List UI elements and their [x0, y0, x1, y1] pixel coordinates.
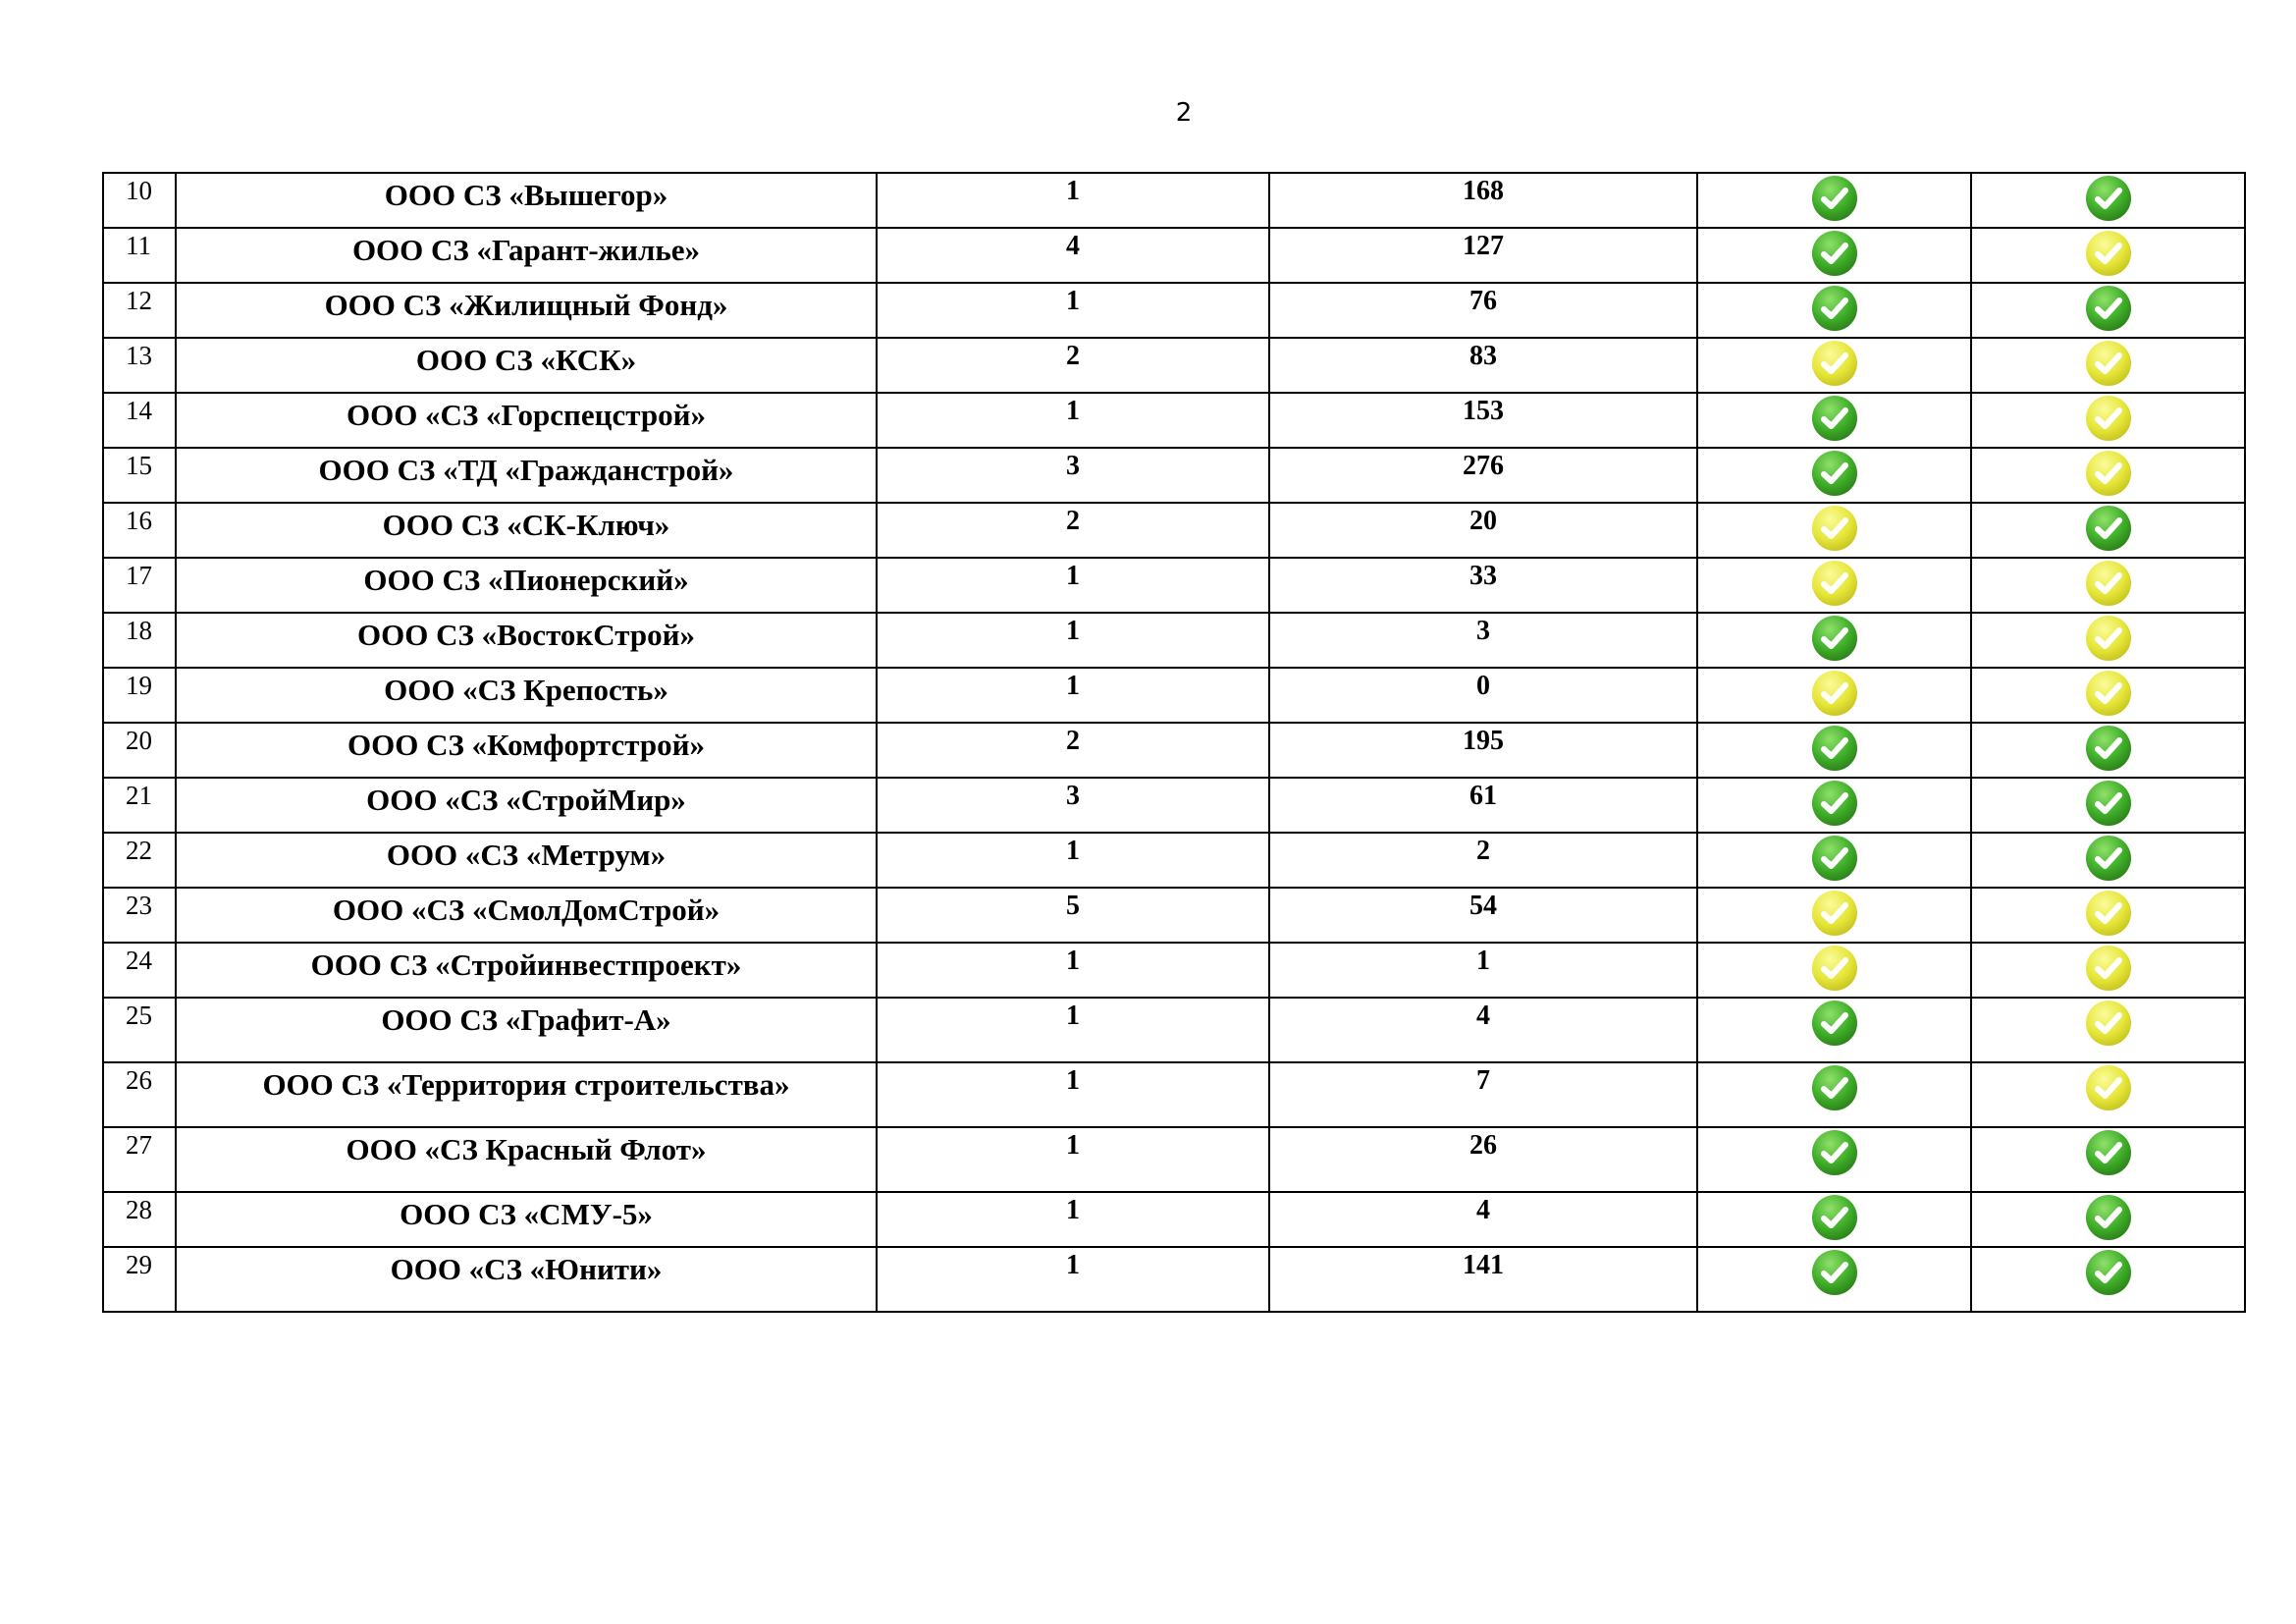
objects-count-text: 1	[1066, 1250, 1080, 1280]
developer-name-text: ООО СЗ «КСК»	[415, 343, 637, 377]
status-cell-1	[1697, 558, 1971, 613]
row-number-text: 19	[126, 671, 152, 700]
table-row	[103, 723, 2245, 778]
status-cell-1	[1697, 1062, 1971, 1127]
objects-count-text: 1	[1066, 1195, 1080, 1225]
developer-name-cell	[176, 778, 877, 833]
objects-count-cell	[877, 998, 1269, 1062]
flats-count-cell	[1269, 228, 1697, 283]
status-cell-1	[1697, 448, 1971, 503]
objects-count-text: 4	[1066, 231, 1080, 261]
flats-count-text: 0	[1476, 671, 1490, 701]
developer-name-cell	[176, 558, 877, 613]
developers-table	[102, 172, 2246, 1313]
row-number-text: 22	[126, 836, 152, 865]
row-number-text: 28	[126, 1195, 152, 1224]
status-cell-2	[1971, 558, 2245, 613]
developer-name-text: ООО «СЗ «СмолДомСтрой»	[332, 893, 721, 927]
yellow-check-icon	[1810, 559, 1859, 608]
developer-name-cell	[176, 1247, 877, 1312]
developer-name-cell	[176, 668, 877, 723]
table-row	[103, 503, 2245, 558]
flats-count-cell	[1269, 723, 1697, 778]
status-cell-2	[1971, 723, 2245, 778]
yellow-check-icon	[2084, 339, 2133, 388]
developer-name-cell	[176, 173, 877, 228]
objects-count-text: 1	[1066, 1001, 1080, 1031]
developer-name-text: ООО «СЗ «Горспецстрой»	[346, 398, 707, 432]
green-check-icon	[1810, 1248, 1859, 1297]
table-row	[103, 833, 2245, 888]
objects-count-text: 2	[1066, 341, 1080, 371]
objects-count-text: 1	[1066, 396, 1080, 426]
row-number-cell	[103, 1127, 176, 1192]
objects-count-cell	[877, 723, 1269, 778]
table-row	[103, 393, 2245, 448]
row-number-text: 17	[126, 561, 152, 590]
green-check-icon	[1810, 724, 1859, 773]
row-number-text: 16	[126, 506, 152, 535]
objects-count-cell	[877, 283, 1269, 338]
developer-name-text: ООО СЗ «Пионерский»	[363, 563, 689, 597]
green-check-icon	[2084, 724, 2133, 773]
objects-count-text: 1	[1066, 176, 1080, 206]
green-check-icon	[2084, 1248, 2133, 1297]
status-cell-1	[1697, 1247, 1971, 1312]
row-number-text: 10	[126, 176, 152, 205]
status-cell-1	[1697, 283, 1971, 338]
developer-name-text: ООО СЗ «ВостокСтрой»	[357, 618, 695, 652]
flats-count-text: 168	[1463, 176, 1504, 206]
objects-count-text: 3	[1066, 781, 1080, 811]
green-check-icon	[2084, 284, 2133, 333]
objects-count-cell	[877, 943, 1269, 998]
status-cell-1	[1697, 943, 1971, 998]
status-cell-2	[1971, 998, 2245, 1062]
developer-name-text: ООО СЗ «Жилищный Фонд»	[324, 288, 728, 322]
row-number-cell	[103, 998, 176, 1062]
flats-count-text: 195	[1463, 726, 1504, 756]
status-cell-2	[1971, 448, 2245, 503]
row-number-text: 14	[126, 396, 152, 425]
status-cell-2	[1971, 613, 2245, 668]
status-cell-1	[1697, 338, 1971, 393]
row-number-text: 27	[126, 1130, 152, 1160]
developer-name-cell	[176, 338, 877, 393]
table-row	[103, 558, 2245, 613]
yellow-check-icon	[1810, 944, 1859, 993]
green-check-icon	[2084, 1193, 2133, 1242]
row-number-text: 29	[126, 1250, 152, 1279]
objects-count-text: 1	[1066, 671, 1080, 701]
row-number-text: 25	[126, 1001, 152, 1030]
yellow-check-icon	[2084, 449, 2133, 498]
developer-name-text: ООО СЗ «СК-Ключ»	[382, 508, 670, 542]
objects-count-text: 3	[1066, 451, 1080, 481]
row-number-cell	[103, 778, 176, 833]
page-number: 2	[1175, 98, 1193, 128]
yellow-check-icon	[2084, 944, 2133, 993]
status-cell-2	[1971, 778, 2245, 833]
status-cell-1	[1697, 888, 1971, 943]
developer-name-cell	[176, 1062, 877, 1127]
flats-count-text: 61	[1469, 781, 1497, 811]
flats-count-text: 141	[1463, 1250, 1504, 1280]
flats-count-text: 20	[1469, 506, 1497, 536]
developer-name-text: ООО «СЗ «Юнити»	[390, 1252, 663, 1286]
table-row	[103, 228, 2245, 283]
yellow-check-icon	[1810, 889, 1859, 938]
objects-count-cell	[877, 778, 1269, 833]
flats-count-text: 153	[1463, 396, 1504, 426]
table-row	[103, 1247, 2245, 1312]
table-row	[103, 448, 2245, 503]
flats-count-text: 3	[1476, 616, 1490, 646]
row-number-cell	[103, 393, 176, 448]
status-cell-1	[1697, 503, 1971, 558]
yellow-check-icon	[2084, 889, 2133, 938]
developer-name-text: ООО СЗ «Территория строительства»	[262, 1067, 790, 1102]
flats-count-cell	[1269, 1127, 1697, 1192]
flats-count-cell	[1269, 1247, 1697, 1312]
row-number-cell	[103, 558, 176, 613]
table-row	[103, 173, 2245, 228]
flats-count-cell	[1269, 1062, 1697, 1127]
flats-count-text: 127	[1463, 231, 1504, 261]
row-number-text: 11	[126, 231, 151, 260]
flats-count-text: 1	[1476, 946, 1490, 976]
green-check-icon	[1810, 284, 1859, 333]
status-cell-2	[1971, 173, 2245, 228]
row-number-text: 18	[126, 616, 152, 645]
objects-count-cell	[877, 338, 1269, 393]
green-check-icon	[2084, 1128, 2133, 1177]
row-number-cell	[103, 1192, 176, 1247]
flats-count-cell	[1269, 283, 1697, 338]
objects-count-text: 1	[1066, 286, 1080, 316]
status-cell-1	[1697, 1127, 1971, 1192]
status-cell-1	[1697, 1192, 1971, 1247]
status-cell-2	[1971, 943, 2245, 998]
green-check-icon	[1810, 449, 1859, 498]
developer-name-text: ООО СЗ «СМУ-5»	[400, 1197, 653, 1231]
yellow-check-icon	[2084, 229, 2133, 278]
flats-count-cell	[1269, 613, 1697, 668]
row-number-cell	[103, 888, 176, 943]
objects-count-cell	[877, 888, 1269, 943]
developer-name-text: ООО «СЗ Крепость»	[384, 673, 668, 707]
status-cell-2	[1971, 1127, 2245, 1192]
table-row	[103, 778, 2245, 833]
developer-name-cell	[176, 1127, 877, 1192]
objects-count-cell	[877, 668, 1269, 723]
objects-count-cell	[877, 448, 1269, 503]
row-number-cell	[103, 283, 176, 338]
green-check-icon	[2084, 779, 2133, 828]
developer-name-cell	[176, 283, 877, 338]
flats-count-cell	[1269, 943, 1697, 998]
objects-count-cell	[877, 228, 1269, 283]
status-cell-1	[1697, 833, 1971, 888]
flats-count-text: 4	[1476, 1001, 1490, 1031]
row-number-text: 13	[126, 341, 152, 370]
row-number-cell	[103, 613, 176, 668]
green-check-icon	[1810, 1193, 1859, 1242]
objects-count-cell	[877, 613, 1269, 668]
developer-name-text: ООО СЗ «Графит-А»	[381, 1002, 671, 1037]
flats-count-text: 54	[1469, 891, 1497, 921]
objects-count-text: 1	[1066, 1065, 1080, 1096]
yellow-check-icon	[2084, 559, 2133, 608]
status-cell-1	[1697, 778, 1971, 833]
row-number-text: 26	[126, 1065, 152, 1095]
row-number-text: 23	[126, 891, 152, 920]
developer-name-text: ООО СЗ «Комфортстрой»	[347, 728, 705, 762]
status-cell-1	[1697, 723, 1971, 778]
developer-name-text: ООО «СЗ Красный Флот»	[346, 1132, 707, 1166]
green-check-icon	[1810, 834, 1859, 883]
yellow-check-icon	[1810, 504, 1859, 553]
objects-count-cell	[877, 1127, 1269, 1192]
table-row	[103, 888, 2245, 943]
developer-name-cell	[176, 613, 877, 668]
status-cell-2	[1971, 1247, 2245, 1312]
yellow-check-icon	[1810, 339, 1859, 388]
objects-count-cell	[877, 1062, 1269, 1127]
objects-count-text: 1	[1066, 836, 1080, 866]
objects-count-cell	[877, 558, 1269, 613]
flats-count-cell	[1269, 393, 1697, 448]
objects-count-text: 1	[1066, 616, 1080, 646]
green-check-icon	[2084, 504, 2133, 553]
developer-name-cell	[176, 393, 877, 448]
row-number-cell	[103, 668, 176, 723]
status-cell-1	[1697, 668, 1971, 723]
objects-count-cell	[877, 1192, 1269, 1247]
status-cell-2	[1971, 888, 2245, 943]
flats-count-text: 276	[1463, 451, 1504, 481]
flats-count-text: 33	[1469, 561, 1497, 591]
developer-name-cell	[176, 998, 877, 1062]
table-row	[103, 1127, 2245, 1192]
developer-name-text: ООО «СЗ «Метрум»	[386, 838, 667, 872]
yellow-check-icon	[1810, 669, 1859, 718]
row-number-text: 24	[126, 946, 152, 975]
status-cell-2	[1971, 228, 2245, 283]
flats-count-cell	[1269, 558, 1697, 613]
table-row	[103, 668, 2245, 723]
status-cell-2	[1971, 668, 2245, 723]
row-number-cell	[103, 943, 176, 998]
yellow-check-icon	[2084, 614, 2133, 663]
green-check-icon	[1810, 1063, 1859, 1112]
objects-count-cell	[877, 173, 1269, 228]
table-row	[103, 998, 2245, 1062]
table-row	[103, 283, 2245, 338]
objects-count-text: 1	[1066, 946, 1080, 976]
green-check-icon	[1810, 174, 1859, 223]
flats-count-cell	[1269, 888, 1697, 943]
green-check-icon	[2084, 174, 2133, 223]
green-check-icon	[1810, 394, 1859, 443]
row-number-text: 12	[126, 286, 152, 315]
yellow-check-icon	[2084, 1063, 2133, 1112]
flats-count-text: 26	[1469, 1130, 1497, 1161]
objects-count-text: 5	[1066, 891, 1080, 921]
row-number-text: 20	[126, 726, 152, 755]
row-number-text: 15	[126, 451, 152, 480]
developer-name-cell	[176, 888, 877, 943]
objects-count-cell	[877, 503, 1269, 558]
flats-count-cell	[1269, 503, 1697, 558]
developer-name-cell	[176, 503, 877, 558]
flats-count-text: 83	[1469, 341, 1497, 371]
flats-count-text: 76	[1469, 286, 1497, 316]
flats-count-cell	[1269, 668, 1697, 723]
developer-name-cell	[176, 1192, 877, 1247]
flats-count-text: 2	[1476, 836, 1490, 866]
flats-count-text: 4	[1476, 1195, 1490, 1225]
objects-count-text: 2	[1066, 506, 1080, 536]
developer-name-cell	[176, 228, 877, 283]
status-cell-2	[1971, 503, 2245, 558]
table-row	[103, 1062, 2245, 1127]
green-check-icon	[2084, 834, 2133, 883]
objects-count-cell	[877, 833, 1269, 888]
table-row	[103, 1192, 2245, 1247]
flats-count-cell	[1269, 173, 1697, 228]
row-number-cell	[103, 173, 176, 228]
objects-count-text: 1	[1066, 1130, 1080, 1161]
flats-count-text: 7	[1476, 1065, 1490, 1096]
status-cell-2	[1971, 338, 2245, 393]
row-number-cell	[103, 448, 176, 503]
row-number-cell	[103, 503, 176, 558]
status-cell-2	[1971, 833, 2245, 888]
status-cell-1	[1697, 228, 1971, 283]
row-number-cell	[103, 1062, 176, 1127]
yellow-check-icon	[2084, 394, 2133, 443]
status-cell-1	[1697, 393, 1971, 448]
objects-count-cell	[877, 1247, 1269, 1312]
row-number-cell	[103, 833, 176, 888]
table-row	[103, 943, 2245, 998]
flats-count-cell	[1269, 1192, 1697, 1247]
developer-name-cell	[176, 833, 877, 888]
developer-name-cell	[176, 943, 877, 998]
developer-name-text: ООО СЗ «Вышегор»	[384, 178, 668, 212]
status-cell-2	[1971, 1062, 2245, 1127]
developer-name-text: ООО «СЗ «СтройМир»	[366, 783, 686, 817]
green-check-icon	[1810, 614, 1859, 663]
status-cell-2	[1971, 393, 2245, 448]
table-row	[103, 338, 2245, 393]
table-row	[103, 613, 2245, 668]
developer-name-cell	[176, 723, 877, 778]
row-number-cell	[103, 1247, 176, 1312]
row-number-cell	[103, 228, 176, 283]
objects-count-cell	[877, 393, 1269, 448]
green-check-icon	[1810, 1128, 1859, 1177]
yellow-check-icon	[2084, 999, 2133, 1048]
developer-name-text: ООО СЗ «Гарант-жилье»	[351, 233, 701, 267]
row-number-text: 21	[126, 781, 152, 810]
flats-count-cell	[1269, 448, 1697, 503]
objects-count-text: 1	[1066, 561, 1080, 591]
green-check-icon	[1810, 999, 1859, 1048]
flats-count-cell	[1269, 998, 1697, 1062]
flats-count-cell	[1269, 338, 1697, 393]
green-check-icon	[1810, 779, 1859, 828]
row-number-cell	[103, 723, 176, 778]
status-cell-1	[1697, 173, 1971, 228]
developer-name-text: ООО СЗ «Стройинвестпроект»	[310, 947, 742, 982]
status-cell-1	[1697, 998, 1971, 1062]
yellow-check-icon	[2084, 669, 2133, 718]
objects-count-text: 2	[1066, 726, 1080, 756]
flats-count-cell	[1269, 778, 1697, 833]
status-cell-1	[1697, 613, 1971, 668]
status-cell-2	[1971, 1192, 2245, 1247]
row-number-cell	[103, 338, 176, 393]
developer-name-cell	[176, 448, 877, 503]
table-body	[103, 173, 2245, 1312]
developer-name-text: ООО СЗ «ТД «Гражданстрой»	[318, 453, 734, 487]
green-check-icon	[1810, 229, 1859, 278]
flats-count-cell	[1269, 833, 1697, 888]
status-cell-2	[1971, 283, 2245, 338]
